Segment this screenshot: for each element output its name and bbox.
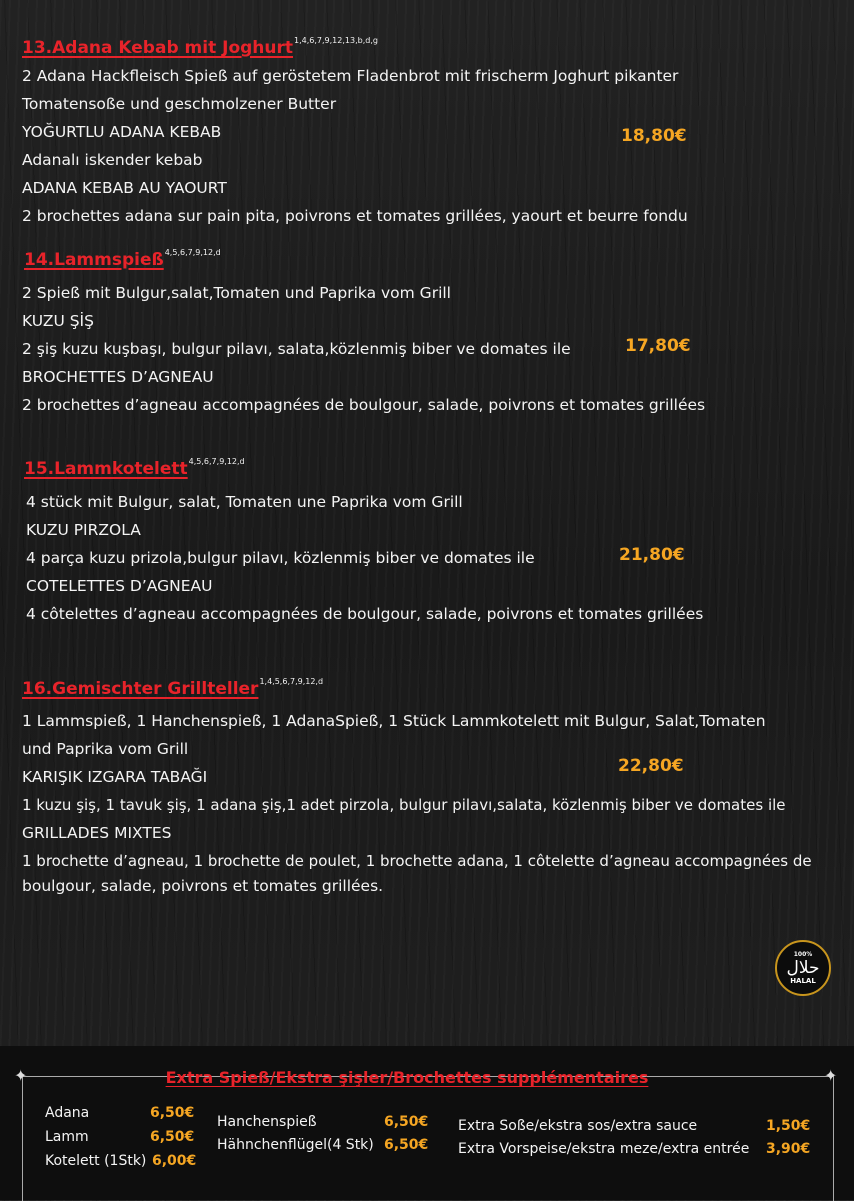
item-title-text: 16.Gemischter Grillteller xyxy=(22,679,259,699)
item-13-line-4: Adanalı iskender kebab xyxy=(22,151,203,169)
extra-item-price: 6,50€ xyxy=(150,1129,195,1145)
item-15-line-4: COTELETTES D’AGNEAU xyxy=(26,577,213,595)
item-13-line-6: 2 brochettes adana sur pain pita, poivrons et tomates grillées, yaourt et beurre fondu xyxy=(22,207,688,225)
item-13-line-1: 2 Adana Hackfleisch Spieß auf geröstetem Fladenbrot mit frischerm Joghurt pikanter xyxy=(22,67,679,85)
item-14-line-2: KUZU ŞİŞ xyxy=(22,312,94,330)
extra-item-price: 1,50€ xyxy=(766,1118,811,1134)
item-16-line-5: GRILLADES MIXTES xyxy=(22,824,172,842)
item-16-line-7: boulgour, salade, poivrons et tomates grillées. xyxy=(22,877,384,895)
item-15-line-3: 4 parça kuzu prizola,bulgur pilavı, közlenmiş biber ve domates ile xyxy=(26,549,535,567)
item-13-title xyxy=(22,36,378,58)
item-title-text: 13.Adana Kebab mit Joghurt xyxy=(22,38,294,58)
item-13-line-3: YOĞURTLU ADANA KEBAB xyxy=(22,123,222,141)
extra-item-name: Extra Soße/ekstra sos/extra sauce xyxy=(458,1118,698,1134)
allergen-codes: 1,4,6,7,9,12,13,b,d,g xyxy=(294,36,378,45)
allergen-codes: 1,4,5,6,7,9,12,d xyxy=(259,677,324,686)
extra-item-name: Extra Vorspeise/ekstra meze/extra entrée xyxy=(458,1141,750,1157)
item-14-line-5: 2 brochettes d’agneau accompagnées de boulgour, salade, poivrons et tomates grillées xyxy=(22,396,706,414)
item-15-line-5: 4 côtelettes d’agneau accompagnées de boulgour, salade, poivrons et tomates grillées xyxy=(26,605,704,623)
extra-item-name: Kotelett (1Stk) xyxy=(45,1153,147,1169)
allergen-codes: 4,5,6,7,9,12,d xyxy=(164,248,221,257)
allergen-codes: 4,5,6,7,9,12,d xyxy=(188,457,245,466)
item-16-line-3: KARIŞIK IZGARA TABAĞI xyxy=(22,768,208,786)
item-15-line-2: KUZU PIRZOLA xyxy=(26,521,141,539)
item-title-text: 14.Lammspieß xyxy=(24,250,164,270)
item-13-line-2: Tomatensoße und geschmolzener Butter xyxy=(22,95,337,113)
item-15-price: 21,80€ xyxy=(619,545,685,565)
item-16-price: 22,80€ xyxy=(618,756,684,776)
sparkle-icon: ✦ xyxy=(824,1066,838,1085)
item-16-line-2: und Paprika vom Grill xyxy=(22,740,189,758)
item-16-line-4: 1 kuzu şiş, 1 tavuk şiş, 1 adana şiş,1 adet pirzola, bulgur pilavı,salata, közlenmiş biber ve domates ile xyxy=(22,796,786,814)
item-16-line-6: 1 brochette d’agneau, 1 brochette de poulet, 1 brochette adana, 1 côtelette d’agneau accompagnées de xyxy=(22,852,812,870)
item-13-price: 18,80€ xyxy=(621,126,687,146)
item-14-title xyxy=(24,248,221,270)
item-14-price: 17,80€ xyxy=(625,336,691,356)
halal-arabic: حلال xyxy=(786,958,820,978)
item-14-line-1: 2 Spieß mit Bulgur,salat,Tomaten und Paprika vom Grill xyxy=(22,284,451,302)
item-16-line-1: 1 Lammspieß, 1 Hanchenspieß, 1 AdanaSpieß, 1 Stück Lammkotelett mit Bulgur, Salat,Tomaten xyxy=(22,712,766,730)
extra-item-price: 6,00€ xyxy=(152,1153,197,1169)
item-15-line-1: 4 stück mit Bulgur, salat, Tomaten une Paprika vom Grill xyxy=(26,493,463,511)
extra-item-name: Hähnchenflügel(4 Stk) xyxy=(217,1137,374,1153)
halal-label: HALAL xyxy=(790,977,816,985)
halal-badge xyxy=(775,940,831,996)
extra-item-price: 6,50€ xyxy=(384,1114,429,1130)
item-13-line-5: ADANA KEBAB AU YAOURT xyxy=(22,179,227,197)
extra-item-name: Adana xyxy=(45,1105,90,1121)
extras-title: Extra Spieß/Ekstra şişler/Brochettes supplémentaires xyxy=(165,1068,649,1087)
item-title-text: 15.Lammkotelett xyxy=(24,459,188,479)
item-15-title xyxy=(24,457,245,479)
item-16-title xyxy=(22,677,323,699)
item-14-line-4: BROCHETTES D’AGNEAU xyxy=(22,368,214,386)
extra-item-price: 6,50€ xyxy=(150,1105,195,1121)
extra-item-name: Hanchenspieß xyxy=(217,1114,317,1130)
halal-percent: 100% xyxy=(793,951,813,958)
extra-item-price: 6,50€ xyxy=(384,1137,429,1153)
extra-item-name: Lamm xyxy=(45,1129,89,1145)
item-14-line-3: 2 şiş kuzu kuşbaşı, bulgur pilavı, salata,közlenmiş biber ve domates ile xyxy=(22,340,571,358)
sparkle-icon: ✦ xyxy=(14,1066,28,1085)
extra-item-price: 3,90€ xyxy=(766,1141,811,1157)
